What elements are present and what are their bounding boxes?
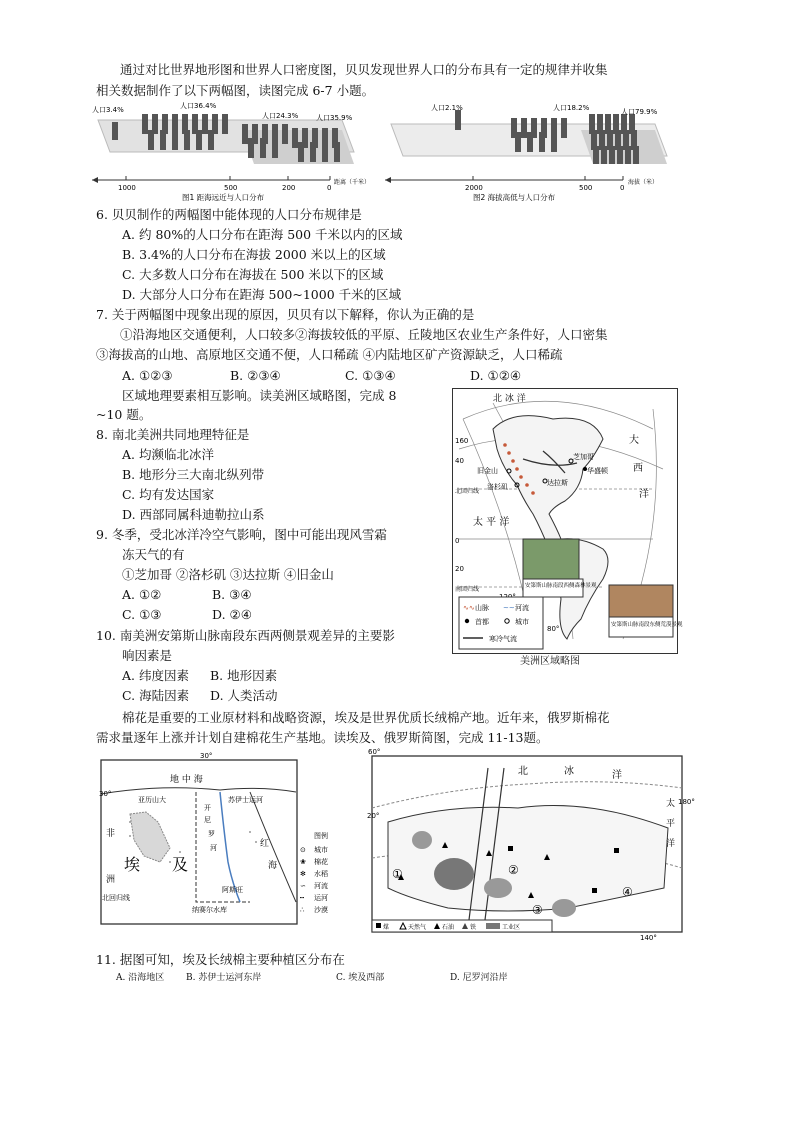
america-map-svg xyxy=(453,389,683,653)
egypt-legend-desert: 沙漠 xyxy=(314,906,328,914)
egypt-deg-30-top: 30° xyxy=(200,752,213,760)
fig1-tick-3: 200 xyxy=(282,184,296,192)
lat-label-40: 40 xyxy=(455,457,464,465)
fig2-tick-3: 0 xyxy=(620,184,625,192)
q11-option-d[interactable]: D. 尼罗河沿岸 xyxy=(450,973,508,983)
fig1-tick-4: 0 xyxy=(327,184,332,192)
lat-label-160: 160 xyxy=(455,437,469,445)
intro-line-1: 通过对比世界地形图和世界人口密度图，贝贝发现世界人口的分布具有一定的规律并收集 xyxy=(120,62,608,77)
pacific-label: 太 平 洋 xyxy=(473,517,510,528)
fig2-label-1: 人口2.1% xyxy=(431,104,463,112)
svg-text:~~: ~~ xyxy=(503,604,515,612)
fig1-label-4: 人口35.9% xyxy=(316,114,353,122)
q6-option-c[interactable]: C. 大多数人口分布在海拔在 500 米以下的区域 xyxy=(122,267,384,282)
q8-option-d[interactable]: D. 西部同属科迪勒拉山系 xyxy=(122,507,265,522)
q8-option-a[interactable]: A. 均濒临北冰洋 xyxy=(122,447,214,462)
russia-label-yang-2: 洋 xyxy=(666,839,676,849)
q8-stem: 8. 南北美洲共同地理特征是 xyxy=(96,427,250,442)
egypt-label-ai: 埃 xyxy=(124,855,141,874)
q10-stem-1: 10. 南美洲安第斯山脉南段东西两侧景观差异的主要影 xyxy=(96,628,395,643)
industrial-zone-4 xyxy=(412,831,432,849)
fig2-label-2: 人口18.2% xyxy=(553,104,590,112)
industrial-zone-2 xyxy=(484,878,512,898)
america-map-caption: 美洲区域略图 xyxy=(520,656,580,667)
russia-label-bei: 北 xyxy=(518,766,528,777)
fig2-axis-label: 海拔（米） xyxy=(628,179,659,186)
city-dallas: 达拉斯 xyxy=(547,479,568,487)
svg-text:∿∿: ∿∿ xyxy=(463,604,475,612)
egypt-label-ni: 尼 xyxy=(204,816,211,824)
fig1-label-1: 人口3.4% xyxy=(92,106,124,114)
q10-option-d[interactable]: D. 人类活动 xyxy=(210,688,278,703)
russia-map-svg xyxy=(367,748,695,944)
lat-label-tropic-capricorn: 南回归线 xyxy=(455,586,480,593)
q7-option-d[interactable]: D. ①②④ xyxy=(470,368,522,383)
svg-text:∽: ∽ xyxy=(300,882,306,890)
intro3-line-2: 需求量逐年上涨并计划自建棉花生产基地。读埃及、俄罗斯简图，完成 11-13题。 xyxy=(96,730,549,745)
q6-option-d[interactable]: D. 大部分人口分布在距海 500~1000 千米的区域 xyxy=(122,287,402,302)
q9-stem-2: 冻天气的有 xyxy=(122,547,185,562)
egypt-label-hong: 红 xyxy=(260,839,270,849)
russia-legend-coal: 煤 xyxy=(383,924,390,931)
atlantic-label-3: 洋 xyxy=(639,489,649,500)
fig1-label-3: 人口24.3% xyxy=(262,112,299,120)
city-chicago: 芝加哥 xyxy=(573,453,594,461)
egypt-label-hai: 海 xyxy=(268,861,278,871)
egypt-legend-city: 城市 xyxy=(314,846,328,854)
russia-num-2: ② xyxy=(508,863,519,877)
q9-stem-1: 9. 冬季，受北冰洋冷空气影响，图中可能出现风雪霜 xyxy=(96,527,387,542)
america-map xyxy=(452,388,683,654)
russia-deg-20: 20° xyxy=(367,812,380,820)
q10-option-c[interactable]: C. 海陆因素 xyxy=(122,688,190,703)
egypt-map-svg xyxy=(100,752,348,932)
russia-label-bing: 冰 xyxy=(564,766,574,777)
russia-label-yang: 洋 xyxy=(612,770,622,781)
q9-options: ①芝加哥 ②洛杉矶 ③达拉斯 ④旧金山 xyxy=(122,567,334,582)
legend-city: 城市 xyxy=(515,618,529,626)
fig1-tick-1: 1000 xyxy=(118,184,136,192)
atlantic-label-1: 大 xyxy=(629,435,639,446)
russia-label-tai: 太 xyxy=(666,799,676,809)
q7-line-2: ③海拔高的山地、高原地区交通不便，人口稀疏 ④内陆地区矿产资源缺乏，人口稀疏 xyxy=(96,347,563,362)
q10-option-a[interactable]: A. 纬度因素 xyxy=(122,668,189,683)
russia-legend-gas: 天然气 xyxy=(408,924,427,931)
q11-stem: 11. 据图可知，埃及长绒棉主要种植区分布在 xyxy=(96,952,345,967)
egypt-deg-30-left: 30° xyxy=(99,790,112,798)
desert-photo-caption: 安第斯山脉南段东侧荒漠景观 xyxy=(611,622,683,628)
egypt-label-med-sea: 地 中 海 xyxy=(170,775,203,785)
q7-line-1: ①沿海地区交通便利，人口较多②海拔较低的平原、丘陵地区农业生产条件好，人口密集 xyxy=(120,327,608,342)
legend-mountain: 山脉 xyxy=(475,604,489,612)
russia-deg-180: 180° xyxy=(678,798,695,806)
q6-option-a[interactable]: A. 约 80%的人口分布在距海 500 千米以内的区域 xyxy=(122,227,403,242)
egypt-label-nasser: 纳赛尔水库 xyxy=(192,906,227,914)
lat-label-tropic-cancer: 北回归线 xyxy=(455,488,480,495)
north-ocean-label: 北 冰 洋 xyxy=(493,394,526,404)
q11-option-c[interactable]: C. 埃及西部 xyxy=(336,973,385,983)
legend-capital: 首都 xyxy=(475,618,489,626)
egypt-label-ji: 及 xyxy=(172,855,189,874)
fig1-tick-2: 500 xyxy=(224,184,238,192)
svg-text:⊙: ⊙ xyxy=(300,846,306,854)
q10-option-b[interactable]: B. 地形因素 xyxy=(210,668,278,683)
q10-stem-2: 响因素是 xyxy=(122,648,173,663)
fig2-tick-2: 500 xyxy=(579,184,593,192)
fig1-label-2: 人口36.4% xyxy=(180,102,217,110)
svg-text:✻: ✻ xyxy=(300,870,306,878)
q8-option-b[interactable]: B. 地形分三大南北纵列带 xyxy=(122,467,265,482)
q6-stem: 6. 贝贝制作的两幅图中能体现的人口分布规律是 xyxy=(96,207,362,222)
svg-text:❀: ❀ xyxy=(300,858,306,866)
russia-label-ping: 平 xyxy=(666,819,676,829)
egypt-label-suez: 苏伊士运河 xyxy=(228,796,263,804)
q7-option-a[interactable]: A. ①②③ xyxy=(122,368,173,383)
industrial-zone-3 xyxy=(552,899,576,917)
fig1-caption: 图1 距海远近与人口分布 xyxy=(182,193,265,202)
egypt-label-he: 河 xyxy=(210,844,217,852)
egypt-map xyxy=(100,752,348,932)
q9-option-d[interactable]: D. ②④ xyxy=(212,607,252,622)
russia-map xyxy=(367,748,695,944)
egypt-label-aswan: 阿斯旺 xyxy=(222,886,243,894)
city-san-francisco: 旧金山 xyxy=(477,467,498,475)
svg-text:┅: ┅ xyxy=(300,894,305,902)
egypt-legend-river: 河流 xyxy=(314,882,328,890)
city-washington: 华盛顿 xyxy=(587,467,608,475)
egypt-label-tropic: 北回归线 xyxy=(102,894,130,902)
russia-deg-60: 60° xyxy=(368,748,381,756)
q11-option-b[interactable]: B. 苏伊士运河东岸 xyxy=(186,973,262,983)
forest-photo xyxy=(523,539,579,579)
egypt-label-kai: 开 xyxy=(204,804,211,812)
russia-legend-iron: 铁 xyxy=(470,924,477,931)
desert-photo xyxy=(609,585,673,617)
figure-2-altitude-population xyxy=(385,100,675,205)
egypt-legend-title: 图例 xyxy=(314,832,328,840)
figure-2-svg xyxy=(385,100,675,205)
q9-option-b[interactable]: B. ③④ xyxy=(212,587,252,602)
intro-line-2: 相关数据制作了以下两幅图，读图完成 6-7 小题。 xyxy=(96,83,375,98)
russia-num-1: ① xyxy=(392,867,403,881)
figure-1-svg xyxy=(92,100,371,205)
russia-legend-oil: 石油 xyxy=(442,924,455,931)
fig2-caption: 图2 海拔高低与人口分布 xyxy=(473,193,556,202)
legend-river: 河流 xyxy=(515,604,529,612)
russia-num-3: ③ xyxy=(532,903,543,917)
intro2-line-2: ~10 题。 xyxy=(96,407,152,422)
egypt-label-alexandria: 亚历山大 xyxy=(138,796,166,804)
q7-option-c[interactable]: C. ①③④ xyxy=(345,368,396,383)
legend-cold-air: 寒冷气流 xyxy=(489,635,517,643)
q6-option-b[interactable]: B. 3.4%的人口分布在海拔 2000 米以上的区域 xyxy=(122,247,386,262)
atlantic-label-2: 西 xyxy=(633,463,643,474)
q11-option-a[interactable]: A. 沿海地区 xyxy=(116,973,165,983)
egypt-legend-rice: 水稻 xyxy=(314,870,328,878)
q7-option-b[interactable]: B. ②③④ xyxy=(230,368,281,383)
russia-legend-industry: 工业区 xyxy=(502,924,521,931)
lat-label-0: 0 xyxy=(455,537,460,545)
q9-option-c[interactable]: C. ①③ xyxy=(122,607,162,622)
egypt-label-fei: 非 xyxy=(106,829,116,839)
egypt-label-zhou: 洲 xyxy=(106,875,116,885)
fig2-label-3: 人口79.9% xyxy=(621,108,658,116)
intro3-line-1: 棉花是重要的工业原材料和战略资源，埃及是世界优质长绒棉产地。近年来，俄罗斯棉花 xyxy=(122,710,610,725)
forest-photo-caption: 安第斯山脉南段西侧森林景观 xyxy=(525,583,597,589)
industrial-zone-1 xyxy=(434,858,474,890)
egypt-legend-canal: 运河 xyxy=(314,894,328,902)
lat-label-20: 20 xyxy=(455,565,464,573)
egypt-label-luo: 罗 xyxy=(208,830,215,838)
city-los-angeles: 洛杉矶 xyxy=(487,483,508,491)
intro2-line-1: 区域地理要素相互影响。读美洲区域略图，完成 8 xyxy=(122,388,397,403)
svg-text:∴: ∴ xyxy=(300,906,305,914)
q7-stem: 7. 关于两幅图中现象出现的原因，贝贝有以下解释，你认为正确的是 xyxy=(96,307,475,322)
q8-option-c[interactable]: C. 均有发达国家 xyxy=(122,487,215,502)
figure-1-distance-population xyxy=(92,100,371,205)
lon-label-80: 80° xyxy=(547,625,560,633)
fig1-axis-label: 距离（千米） xyxy=(334,179,371,186)
russia-deg-140: 140° xyxy=(640,934,657,942)
q9-option-a[interactable]: A. ①② xyxy=(122,587,162,602)
russia-num-4: ④ xyxy=(622,885,633,899)
fig2-tick-1: 2000 xyxy=(465,184,483,192)
egypt-legend-cotton: 棉花 xyxy=(314,858,328,866)
